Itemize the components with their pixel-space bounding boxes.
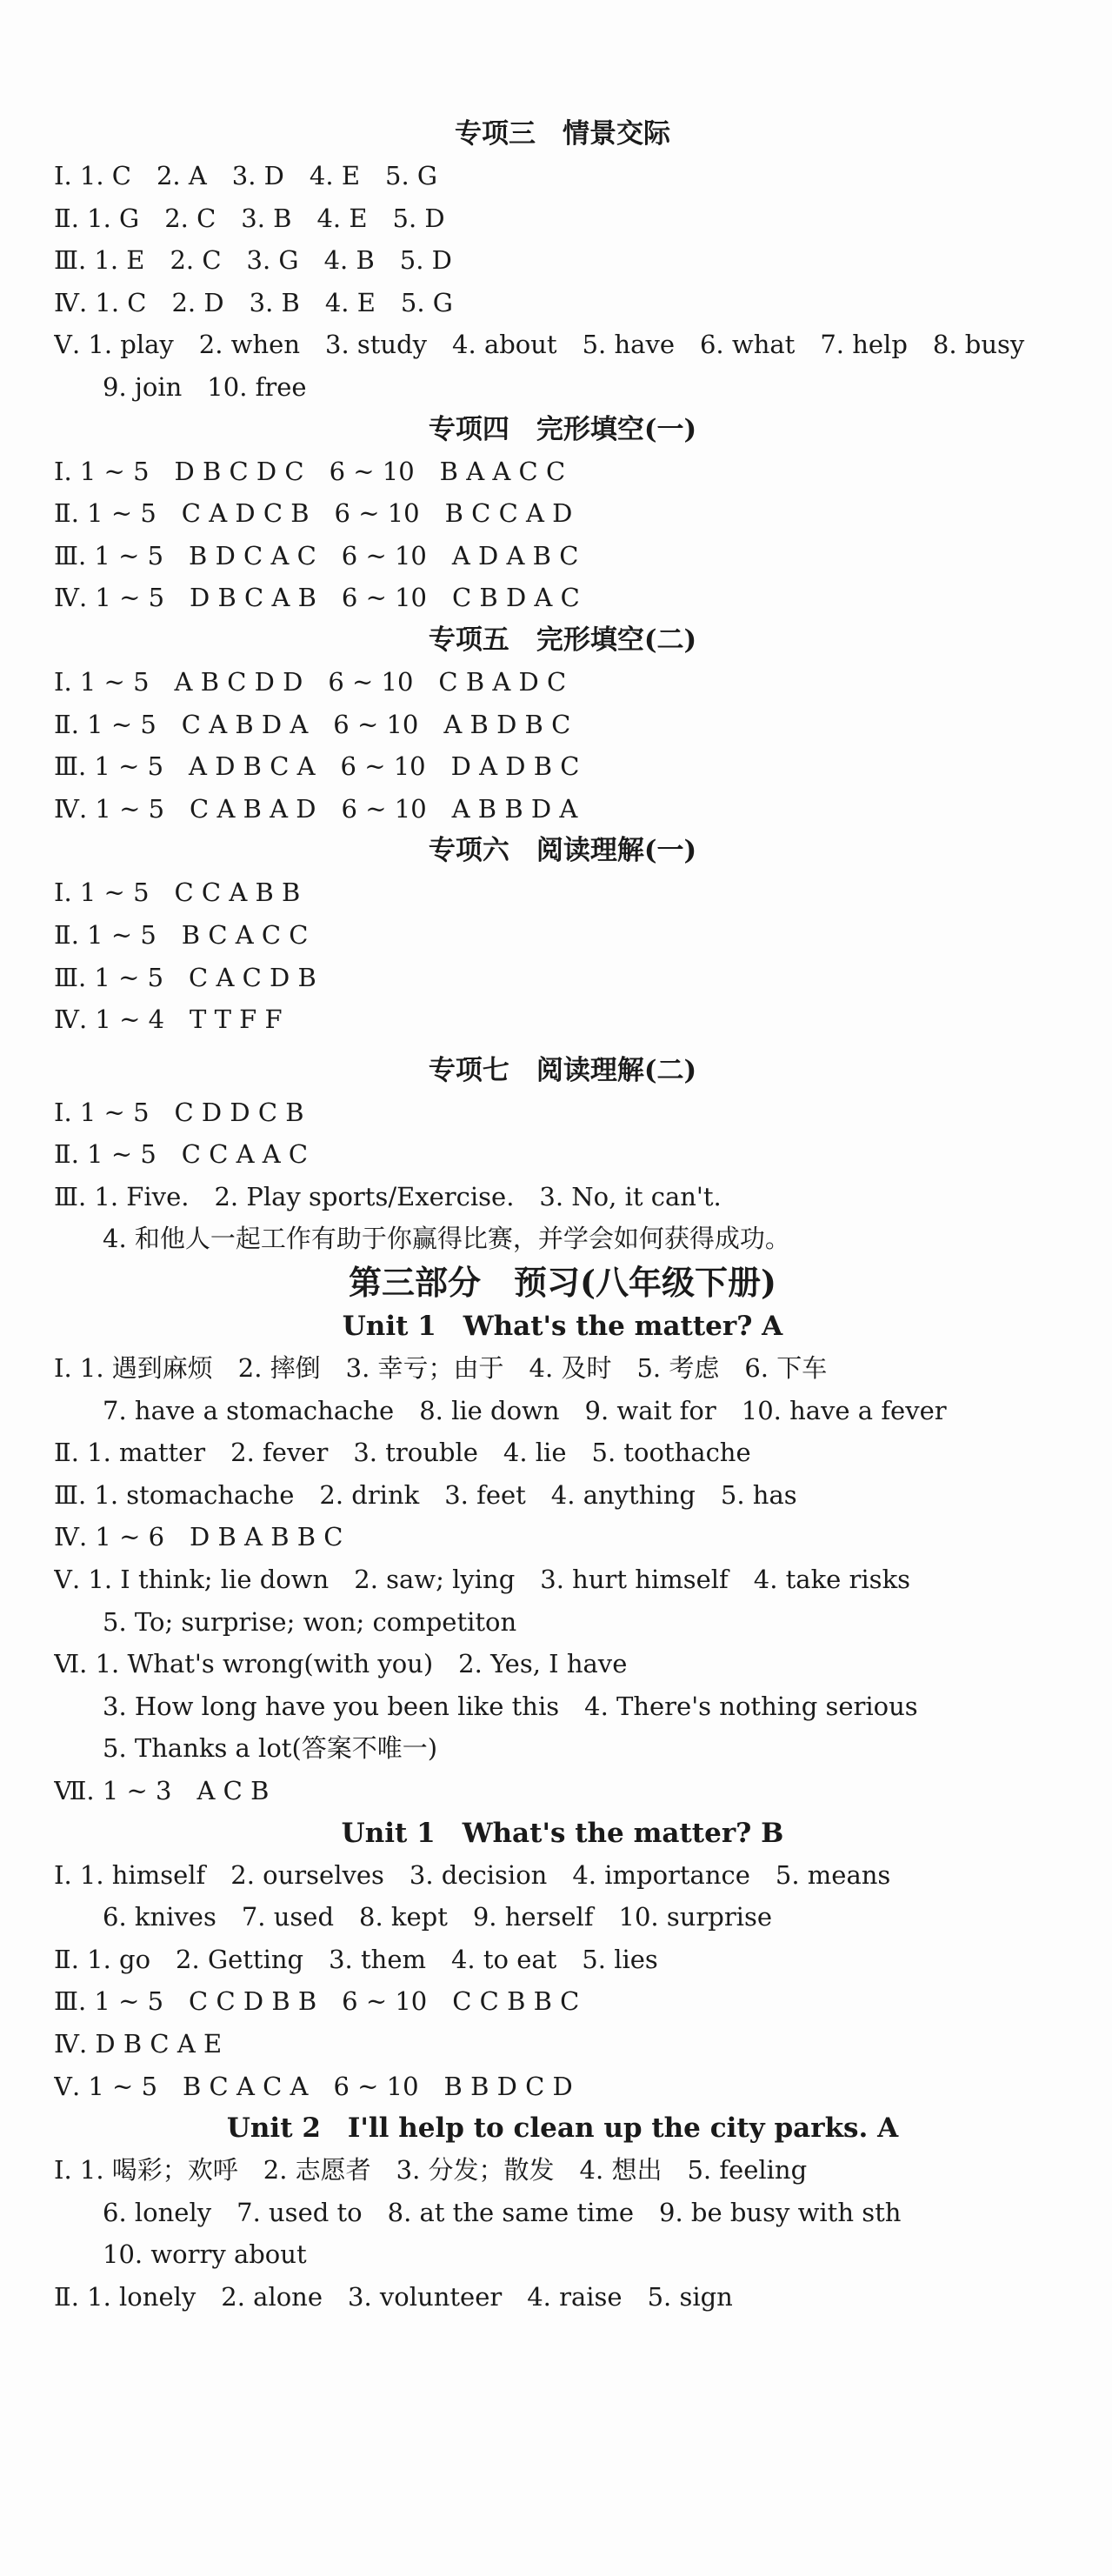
answer-line: Ⅰ. 1 ~ 5 C C A B B xyxy=(54,878,301,908)
section-heading: 专项三 情景交际 xyxy=(455,118,670,150)
answer-line: Ⅱ. 1. go 2. Getting 3. them 4. to eat 5. lies xyxy=(54,1944,658,1974)
answer-line: Ⅳ. 1 ~ 5 C A B A D 6 ~ 10 A B B D A xyxy=(54,793,578,824)
answer-line: Ⅰ. 1. C 2. A 3. D 4. E 5. G xyxy=(54,161,438,190)
answer-line: 10. worry about xyxy=(103,2239,307,2270)
answer-line: Ⅲ. 1 ~ 5 A D B C A 6 ~ 10 D A D B C xyxy=(54,751,580,782)
answer-line: 5. Thanks a lot(答案不唯一) xyxy=(103,1733,438,1764)
answer-line: Ⅲ. 1. Five. 2. Play sports/Exercise. 3. No, it can't. xyxy=(54,1181,722,1211)
answer-line: Ⅱ. 1 ~ 5 C A B D A 6 ~ 10 A B D B C xyxy=(54,709,571,739)
answer-line: Ⅳ. D B C A E xyxy=(54,2028,223,2059)
answer-line: Ⅰ. 1. 喝彩；欢呼 2. 志愿者 3. 分发；散发 4. 想出 5. feeling xyxy=(54,2155,808,2186)
answer-line: Ⅱ. 1 ~ 5 C A D C B 6 ~ 10 B C C A D xyxy=(54,498,573,529)
section-heading: 专项七 阅读理解(二) xyxy=(428,1054,697,1086)
answer-line: 6. knives 7. used 8. kept 9. herself 10. surprise xyxy=(103,1902,773,1932)
section-heading: Unit 2 I'll help to clean up the city parks. A xyxy=(226,2112,899,2145)
answer-line: Ⅶ. 1 ~ 3 A C B xyxy=(54,1776,270,1805)
answer-line: Ⅴ. 1 ~ 5 B C A C A 6 ~ 10 B B D C D xyxy=(54,2071,573,2101)
answer-line: Ⅰ. 1 ~ 5 D B C D C 6 ~ 10 B A A C C xyxy=(54,456,566,486)
part-title: 第三部分 预习(八年级下册) xyxy=(349,1263,776,1303)
answer-line: Ⅳ. 1. C 2. D 3. B 4. E 5. G xyxy=(54,287,453,317)
section-heading: 专项六 阅读理解(一) xyxy=(428,835,697,867)
answer-line: Ⅳ. 1 ~ 4 T T F F xyxy=(54,1004,283,1035)
answer-line: Ⅲ. 1 ~ 5 C A C D B xyxy=(54,962,316,992)
answer-line: Ⅰ. 1 ~ 5 C D D C B xyxy=(54,1097,304,1127)
answer-line: 7. have a stomachache 8. lie down 9. wait for 10. have a fever xyxy=(103,1395,947,1425)
answer-line: Ⅰ. 1 ~ 5 A B C D D 6 ~ 10 C B A D C xyxy=(54,666,567,697)
answer-line: Ⅲ. 1. E 2. C 3. G 4. B 5. D xyxy=(54,245,452,276)
answer-line: Ⅱ. 1. matter 2. fever 3. trouble 4. lie 5. toothache xyxy=(54,1438,751,1468)
section-heading: Unit 1 What's the matter? B xyxy=(341,1817,784,1849)
section-gap xyxy=(54,1041,1071,1050)
answer-line: Ⅰ. 1. himself 2. ourselves 3. decision 4. importance 5. means xyxy=(54,1859,891,1890)
answer-line: Ⅴ. 1. play 2. when 3. study 4. about 5. have 6. what 7. help 8. busy xyxy=(54,330,1025,360)
answer-line: Ⅲ. 1 ~ 5 B D C A C 6 ~ 10 A D A B C xyxy=(54,540,579,571)
section-heading: Unit 1 What's the matter? A xyxy=(342,1311,783,1343)
answer-line: Ⅰ. 1. 遇到麻烦 2. 摔倒 3. 幸亏；由于 4. 及时 5. 考虑 6. 下车 xyxy=(54,1353,828,1384)
answer-line: 5. To; surprise; won; competiton xyxy=(103,1606,517,1637)
answer-line: Ⅱ. 1 ~ 5 B C A C C xyxy=(54,919,309,950)
answer-line: 4. 和他人一起工作有助于你赢得比赛，并学会如何获得成功。 xyxy=(103,1224,790,1254)
answer-line: Ⅱ. 1. lonely 2. alone 3. volunteer 4. raise 5. sign xyxy=(54,2281,733,2312)
answer-line: 9. join 10. free xyxy=(103,371,307,402)
answer-line: Ⅲ. 1 ~ 5 C C D B B 6 ~ 10 C C B B C xyxy=(54,1986,580,2017)
answer-line: 3. How long have you been like this 4. There's nothing serious xyxy=(103,1691,918,1721)
answer-line: Ⅱ. 1 ~ 5 C C A A C xyxy=(54,1139,309,1170)
answer-line: Ⅵ. 1. What's wrong(with you) 2. Yes, I have xyxy=(54,1649,628,1679)
answer-line: 6. lonely 7. used to 8. at the same time 9. be busy with sth xyxy=(103,2197,902,2227)
answer-line: Ⅱ. 1. G 2. C 3. B 4. E 5. D xyxy=(54,203,445,233)
answer-line: Ⅴ. 1. I think; lie down 2. saw; lying 3. hurt himself 4. take risks xyxy=(54,1565,911,1595)
section-heading: 专项四 完形填空(一) xyxy=(428,413,697,445)
section-heading: 专项五 完形填空(二) xyxy=(428,624,697,656)
answer-line: Ⅳ. 1 ~ 6 D B A B B C xyxy=(54,1522,343,1552)
answer-line: Ⅳ. 1 ~ 5 D B C A B 6 ~ 10 C B D A C xyxy=(54,583,580,613)
answer-line: Ⅲ. 1. stomachache 2. drink 3. feet 4. anything 5. has xyxy=(54,1479,797,1510)
answer-key-content xyxy=(54,113,1071,2319)
